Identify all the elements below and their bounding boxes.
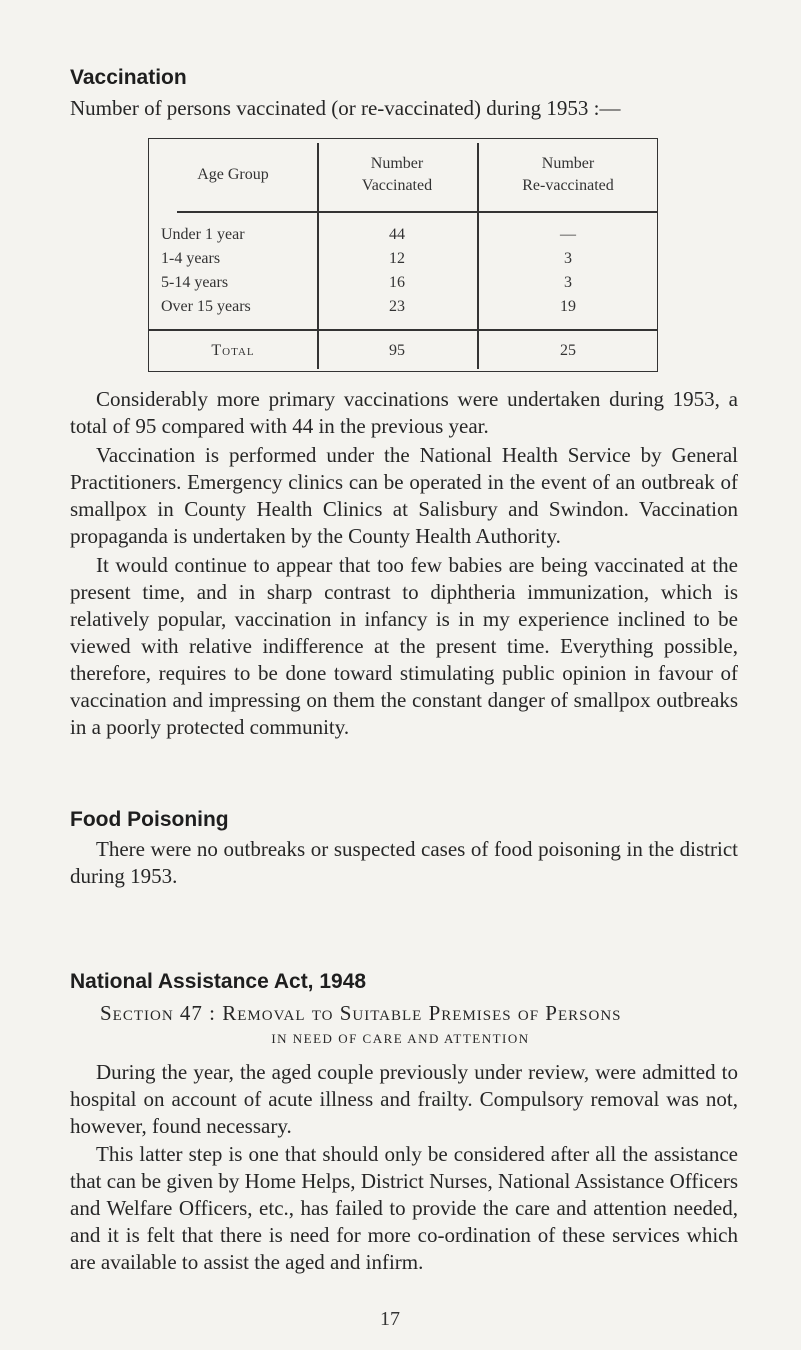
national-assistance-heading: National Assistance Act, 1948 xyxy=(70,970,367,993)
section-47-subtitle: IN NEED OF CARE AND ATTENTION xyxy=(271,1031,530,1046)
total-rule xyxy=(149,329,657,331)
header-age-group: Age Group xyxy=(197,166,269,183)
total-label: Total xyxy=(211,342,255,359)
header-number-vaccinated-line2: Vaccinated xyxy=(361,177,433,194)
header-rule xyxy=(177,211,657,213)
vaccination-heading: Vaccination xyxy=(70,66,187,89)
national-assistance-paragraph-2 xyxy=(70,1141,738,1276)
header-number-revaccinated-line1: Number xyxy=(541,155,595,172)
vaccination-table xyxy=(148,138,658,372)
row-revaccinated: 3 xyxy=(564,250,572,267)
row-age: 1-4 years xyxy=(161,250,221,267)
paragraph-text: It would continue to appear that too few babies are being vaccinated at the present time, and in sharp contrast to diphtheria immunization, which is relatively popular, vaccination in infancy is in my experience inclined to be viewed with relative indifference at the present time. Everything possible, therefore, requires to be done toward stimulating public opinion in favour of vaccination and impressing on them the constant danger of smallpox outbreaks in a poorly protected community. xyxy=(70,553,738,739)
header-number-revaccinated-line2: Re-vaccinated xyxy=(522,177,614,194)
table-row xyxy=(149,274,657,296)
table-total-row xyxy=(149,342,657,364)
paragraph-text: There were no outbreaks or suspected cases of food poisoning in the district during 1953. xyxy=(70,837,738,888)
food-poisoning-paragraph xyxy=(70,836,738,890)
row-age: Over 15 years xyxy=(161,298,251,315)
row-vaccinated: 44 xyxy=(389,226,405,243)
food-poisoning-heading: Food Poisoning xyxy=(70,808,229,831)
row-vaccinated: 23 xyxy=(389,298,405,315)
total-vaccinated: 95 xyxy=(389,342,405,359)
paragraph-text: Considerably more primary vaccinations were undertaken during 1953, a total of 95 compared with 44 in the previous year. xyxy=(70,387,738,438)
table-row xyxy=(149,250,657,272)
row-age: Under 1 year xyxy=(161,226,245,243)
header-number-vaccinated xyxy=(317,139,477,211)
national-assistance-paragraph-1 xyxy=(70,1059,738,1140)
section-47-title: Section 47 : Removal to Suitable Premises of Persons xyxy=(100,1001,622,1025)
paragraph-text: During the year, the aged couple previously under review, were admitted to hospital on account of acute illness and frailty. Compulsory removal was not, however, found necessary. xyxy=(70,1060,738,1138)
total-revaccinated: 25 xyxy=(560,342,576,359)
vaccination-paragraph-3 xyxy=(70,552,738,741)
paragraph-text: This latter step is one that should only be considered after all the assistance that can be given by Home Helps, District Nurses, National Assistance Officers and Welfare Officers, etc., has failed to provide the care and attention needed, and it is felt that there is need for more co-ordination of these services which are available to assist the aged and infirm. xyxy=(70,1142,738,1274)
row-vaccinated: 12 xyxy=(389,250,405,267)
row-age: 5-14 years xyxy=(161,274,229,291)
header-number-vaccinated-line1: Number xyxy=(370,155,424,172)
vaccination-paragraph-2 xyxy=(70,442,738,550)
row-revaccinated: 19 xyxy=(560,298,576,315)
row-revaccinated: — xyxy=(560,226,576,243)
header-number-revaccinated xyxy=(477,139,659,211)
paragraph-text: Vaccination is performed under the National Health Service by General Practitioners. Emergency clinics can be operated in the event of an outbreak of smallpox in County Health Clinics at Salisbury and Swindon. Vaccination propaganda is undertaken by the County Health Authority. xyxy=(70,443,738,548)
page-number: 17 xyxy=(380,1308,400,1330)
vaccination-intro: Number of persons vaccinated (or re-vaccinated) during 1953 :— xyxy=(70,96,621,120)
table-row xyxy=(149,298,657,320)
row-revaccinated: 3 xyxy=(564,274,572,291)
vaccination-paragraph-1 xyxy=(70,386,738,440)
table-row xyxy=(149,226,657,248)
row-vaccinated: 16 xyxy=(389,274,405,291)
